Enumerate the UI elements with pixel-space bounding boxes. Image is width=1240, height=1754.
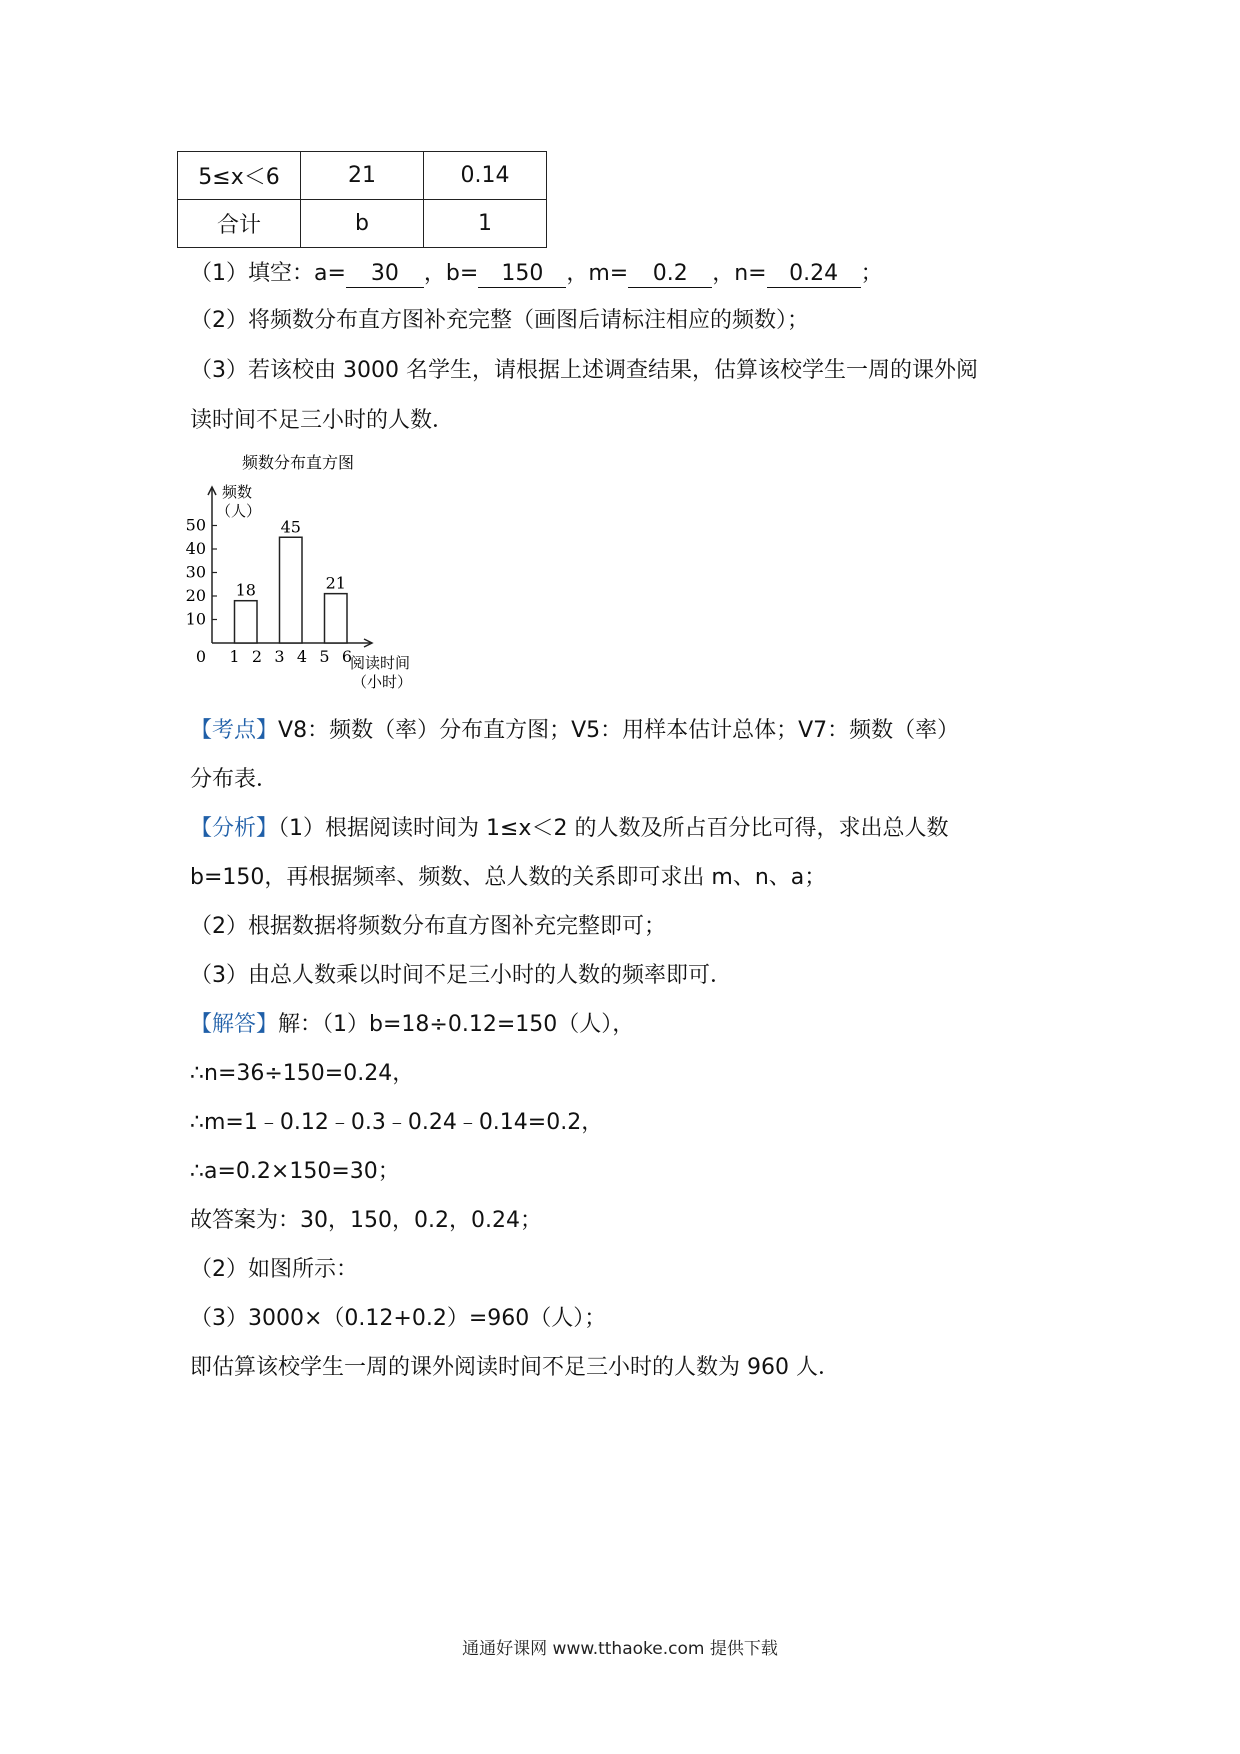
answer-blank-a: 30 (346, 261, 424, 288)
question-2-text: （2）将频数分布直方图补充完整（画图后请标注相应的频数）； (190, 308, 809, 333)
q1-n-label: ，n= (712, 261, 767, 286)
chart-title: 频数分布直方图 (242, 453, 355, 472)
table-cell-range: 5≤x＜6 (178, 152, 301, 200)
x-axis-label-line2: （小时） (351, 673, 413, 691)
fenxi-tag: 【分析】 (190, 816, 279, 841)
jieda-line5: 故答案为：30，150，0.2，0.24； (190, 1208, 542, 1233)
jieda-line3: ∴m=1﹣0.12﹣0.3﹣0.24﹣0.14=0.2， (190, 1110, 604, 1135)
x-tick-label: 2 (251, 647, 263, 666)
fenxi-text: （1）根据阅读时间为 1≤x＜2 的人数及所占百分比可得，求出总人数 (278, 816, 949, 841)
jieda-line2: ∴n=36÷150=0.24， (190, 1061, 415, 1086)
jieda-line7: （3）3000×（0.12+0.2）=960（人）； (190, 1306, 607, 1331)
kaodian-tag: 【考点】 (190, 718, 279, 743)
histogram-bar (325, 594, 348, 643)
answer-blank-b: 150 (478, 261, 566, 288)
answer-blank-n: 0.24 (767, 261, 861, 288)
question-3-text-line2: 读时间不足三小时的人数． (190, 408, 455, 433)
y-tick-label: 10 (185, 609, 206, 629)
q1-end: ； (860, 261, 883, 286)
x-tick-label: 3 (274, 647, 285, 666)
x-tick-label: 5 (319, 647, 330, 666)
histogram-bar (235, 601, 258, 643)
bar-value-label: 18 (235, 580, 256, 600)
y-axis-label-line1: 频数 (222, 483, 253, 501)
bar-value-label: 21 (325, 573, 346, 593)
table-cell-range: 合计 (178, 200, 301, 248)
jieda-line8: 即估算该校学生一周的课外阅读时间不足三小时的人数为 960 人． (190, 1355, 840, 1380)
kaodian-line1 (190, 716, 959, 746)
y-tick-label: 30 (185, 562, 206, 582)
table-cell-frequency: b (301, 200, 424, 248)
jieda-text: 解：（1）b=18÷0.12=150（人）， (278, 1012, 635, 1037)
page-footer: 通通好课网 www.tthaoke.com 提供下载 (462, 1639, 778, 1659)
q1-prefix: （1）填空：a= (190, 261, 346, 286)
fenxi-line2: b=150，再根据频率、频数、总人数的关系即可求出 m、n、a； (190, 865, 827, 890)
question-3-text-line1: （3）若该校由 3000 名学生，请根据上述调查结果，估算该校学生一周的课外阅 (190, 358, 978, 383)
bar-value-label: 45 (280, 517, 301, 537)
q1-b-label: ，b= (423, 261, 479, 286)
jieda-line6: （2）如图所示： (190, 1257, 358, 1282)
fenxi-line3: （2）根据数据将频数分布直方图补充完整即可； (190, 914, 666, 939)
table-row (178, 152, 547, 200)
answer-blank-m: 0.2 (628, 261, 712, 288)
histogram-chart (180, 445, 480, 695)
y-tick-label: 40 (185, 539, 206, 558)
jieda-line4: ∴a=0.2×150=30； (190, 1159, 400, 1184)
origin-label: 0 (195, 647, 207, 666)
table-cell-rate: 0.14 (424, 152, 547, 200)
fenxi-line1 (190, 814, 948, 844)
q1-m-label: ，m= (566, 261, 629, 286)
kaodian-text: V8：频数（率）分布直方图；V5：用样本估计总体；V7：频数（率） (278, 718, 960, 743)
kaodian-line2: 分布表． (190, 767, 279, 792)
x-tick-label: 4 (296, 647, 308, 666)
jieda-tag: 【解答】 (190, 1012, 279, 1037)
table-cell-frequency: 21 (301, 152, 424, 200)
x-tick-label: 1 (229, 647, 240, 666)
question-1-fill-in (190, 259, 883, 289)
histogram-bar (280, 537, 303, 643)
y-axis-label-line2: （人） (216, 502, 262, 520)
y-tick-label: 20 (185, 586, 206, 605)
table-row (178, 200, 547, 248)
x-tick-label: 6 (341, 647, 353, 666)
y-tick-label: 50 (185, 515, 206, 535)
x-axis-label-line1: 阅读时间 (350, 654, 411, 672)
jieda-line1 (190, 1010, 634, 1040)
table-cell-rate: 1 (424, 200, 547, 248)
frequency-table (177, 151, 547, 248)
fenxi-line4: （3）由总人数乘以时间不足三小时的人数的频率即可． (190, 963, 732, 988)
